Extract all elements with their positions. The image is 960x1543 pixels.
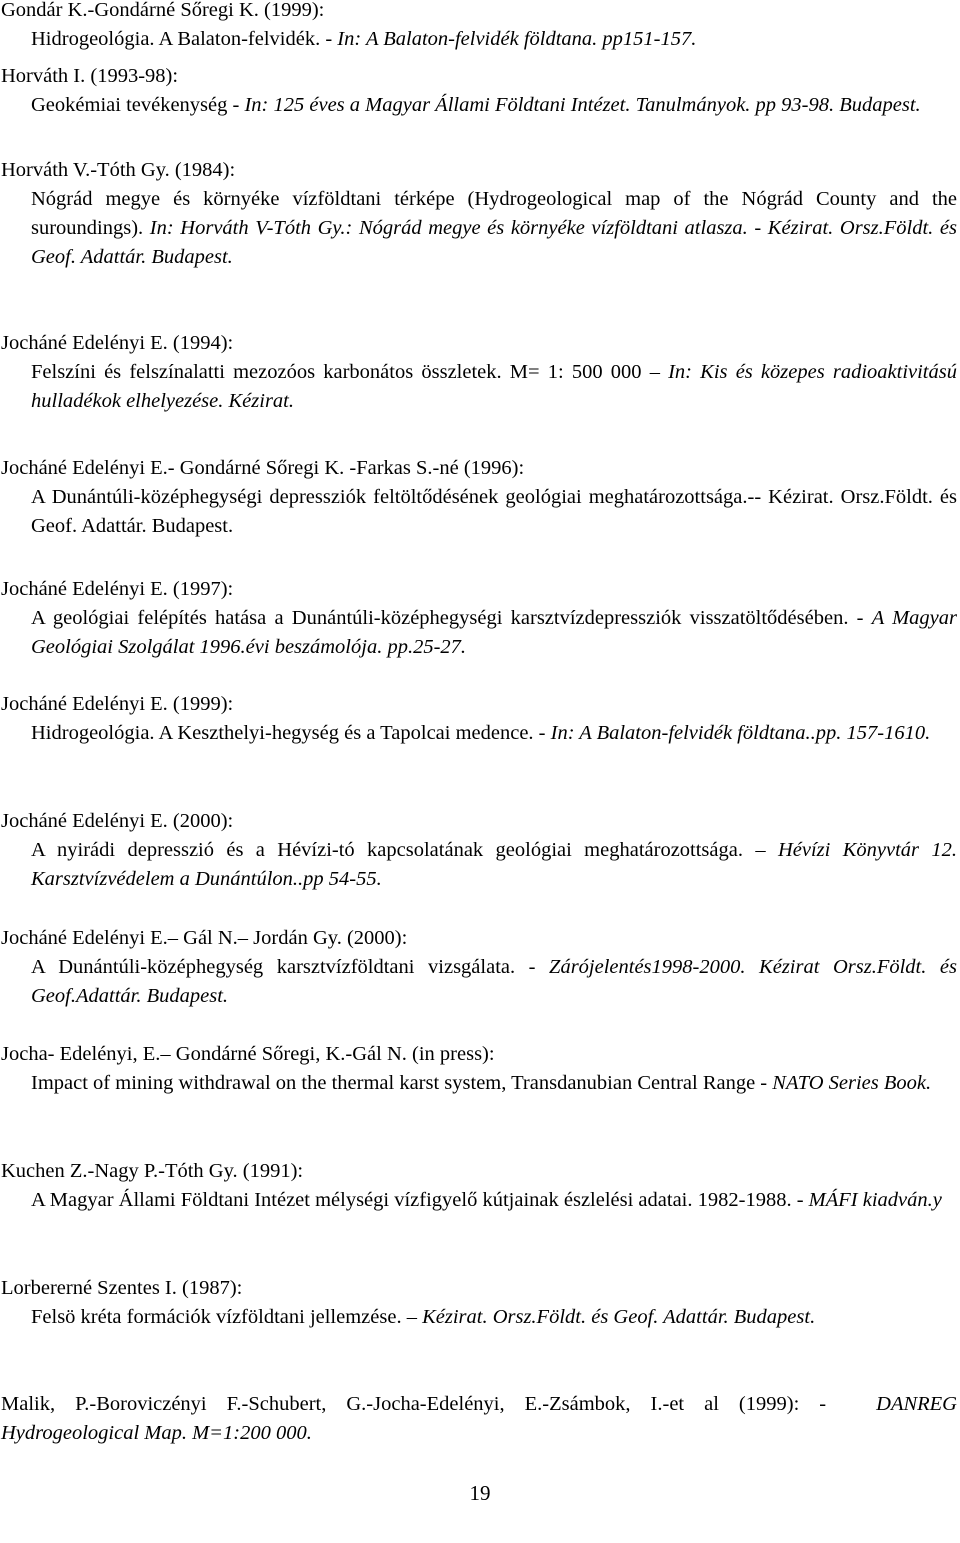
reference-author: Jocha- Edelényi, E.– Gondárné Sőregi, K.-Gál N. (in press): bbox=[1, 1043, 495, 1065]
reference-text: A Dunántúli-középhegység karsztvízföldtani vizsgálata. - bbox=[31, 956, 550, 978]
reference-body bbox=[1, 483, 957, 541]
reference-author: Jocháné Edelényi E.- Gondárné Sőregi K. -Farkas S.-né (1996): bbox=[1, 457, 525, 479]
reference-text-italic: Kézirat. Orsz.Földt. és Geof. Adattár. Budapest. bbox=[422, 1306, 816, 1328]
reference-text: Felsö kréta formációk vízföldtani jellemzése. – bbox=[31, 1306, 423, 1328]
reference-text: A geológiai felépítés hatása a Dunántúli-középhegységi karsztvízdepressziók visszatöltődésében. - bbox=[31, 607, 872, 629]
reference-author: Jocháné Edelényi E. (2000): bbox=[1, 810, 234, 832]
reference-text: Malik, P.-Boroviczényi F.-Schubert, G.-Jocha-Edelényi, E.-Zsámbok, I.-et al (1999): - bbox=[1, 1393, 847, 1415]
reference-text-italic: In: 125 éves a Magyar Állami Földtani Intézet. Tanulmányok. pp 93-98. Budapest. bbox=[244, 94, 921, 116]
reference-author: Jocháné Edelényi E. (1999): bbox=[1, 693, 234, 715]
reference-text-italic: In: A Balaton-felvidék földtana. pp151-157. bbox=[337, 28, 697, 50]
reference-entry bbox=[1, 807, 957, 894]
reference-text: Hidrogeológia. A Balaton-felvidék. - bbox=[31, 28, 338, 50]
reference-body bbox=[1, 719, 957, 748]
reference-text-italic: MÁFI kiadván.y bbox=[808, 1189, 942, 1211]
reference-body bbox=[1, 25, 957, 54]
reference-text-italic: In: A Balaton-felvidék földtana..pp. 157-1610. bbox=[550, 722, 931, 744]
reference-author: Jocháné Edelényi E. (1997): bbox=[1, 578, 234, 600]
reference-text: Nógrád megye és környéke vízföldtani térképe (Hydrogeological map of the Nógrád County and the suroundings). bbox=[31, 188, 957, 239]
reference-entry bbox=[1, 156, 957, 272]
reference-text-italic: DANREG Hydrogeological Map. M=1:200 000. bbox=[1, 1393, 957, 1444]
reference-body bbox=[1, 1069, 957, 1098]
reference-text-italic: Zárójelentés1998-2000. Kézirat Orsz.Földt. és Geof.Adattár. Budapest. bbox=[31, 956, 957, 1007]
reference-body bbox=[1, 836, 957, 894]
reference-author: Lorbererné Szentes I. (1987): bbox=[1, 1277, 243, 1299]
reference-author: Kuchen Z.-Nagy P.-Tóth Gy. (1991): bbox=[1, 1160, 304, 1182]
reference-text-italic: NATO Series Book. bbox=[772, 1072, 932, 1094]
reference-body bbox=[1, 1303, 957, 1332]
reference-text-italic: A Magyar Geológiai Szolgálat 1996.évi beszámolója. pp.25-27. bbox=[31, 607, 957, 658]
reference-entry bbox=[1, 454, 957, 541]
reference-body bbox=[1, 358, 957, 416]
reference-entry bbox=[1, 690, 957, 748]
reference-entry bbox=[1, 62, 957, 120]
reference-text-italic: In: Kis és közepes radioaktivitású hulladékok elhelyezése. Kézirat. bbox=[31, 361, 957, 412]
page-number: 19 bbox=[469, 1481, 491, 1505]
reference-body bbox=[1, 953, 957, 1011]
reference-text: Felszíni és felszínalatti mezozóos karbonátos összletek. M= 1: 500 000 – bbox=[31, 361, 669, 383]
reference-entry bbox=[1, 924, 957, 1011]
reference-body bbox=[1, 1390, 957, 1448]
reference-entry bbox=[1, 1274, 957, 1332]
reference-text-italic: Hévízi Könyvtár 12. Karsztvízvédelem a Dunántúlon..pp 54-55. bbox=[31, 839, 957, 890]
reference-text-italic: In: Horváth V-Tóth Gy.: Nógrád megye és környéke vízföldtani atlasza. - Kézirat. Orsz.Földt. és Geof. Adattár. Budapest. bbox=[31, 217, 957, 268]
reference-entry bbox=[1, 0, 957, 54]
reference-text: A nyirádi depresszió és a Hévízi-tó kapcsolatának geológiai meghatározottsága. – bbox=[31, 839, 778, 861]
reference-entry bbox=[1, 329, 957, 416]
reference-text: Hidrogeológia. A Keszthelyi-hegység és a Tapolcai medence. - bbox=[31, 722, 551, 744]
reference-body bbox=[1, 185, 957, 272]
reference-entry bbox=[1, 1157, 957, 1215]
reference-text: Geokémiai tevékenység - bbox=[31, 94, 245, 116]
reference-body bbox=[1, 604, 957, 662]
reference-author: Jocháné Edelényi E. (1994): bbox=[1, 332, 234, 354]
reference-author: Jocháné Edelényi E.– Gál N.– Jordán Gy. (2000): bbox=[1, 927, 408, 949]
reference-author: Horváth I. (1993-98): bbox=[1, 65, 179, 87]
reference-entry bbox=[1, 575, 957, 662]
reference-text: A Magyar Állami Földtani Intézet mélységi vízfigyelő kútjainak észlelési adatai. 1982-1988. - bbox=[31, 1189, 809, 1211]
reference-text: Impact of mining withdrawal on the thermal karst system, Transdanubian Central Range - bbox=[31, 1072, 773, 1094]
reference-body bbox=[1, 1186, 957, 1215]
reference-body bbox=[1, 91, 957, 120]
reference-author: Horváth V.-Tóth Gy. (1984): bbox=[1, 159, 236, 181]
reference-text: A Dunántúli-középhegységi depressziók feltöltődésének geológiai meghatározottsága.-- Kézirat. Orsz.Földt. és Geof. Adattár. Budapest. bbox=[31, 486, 957, 537]
reference-entry bbox=[1, 1040, 957, 1098]
reference-entry bbox=[1, 1390, 957, 1448]
reference-author: Gondár K.-Gondárné Sőregi K. (1999): bbox=[1, 0, 325, 21]
